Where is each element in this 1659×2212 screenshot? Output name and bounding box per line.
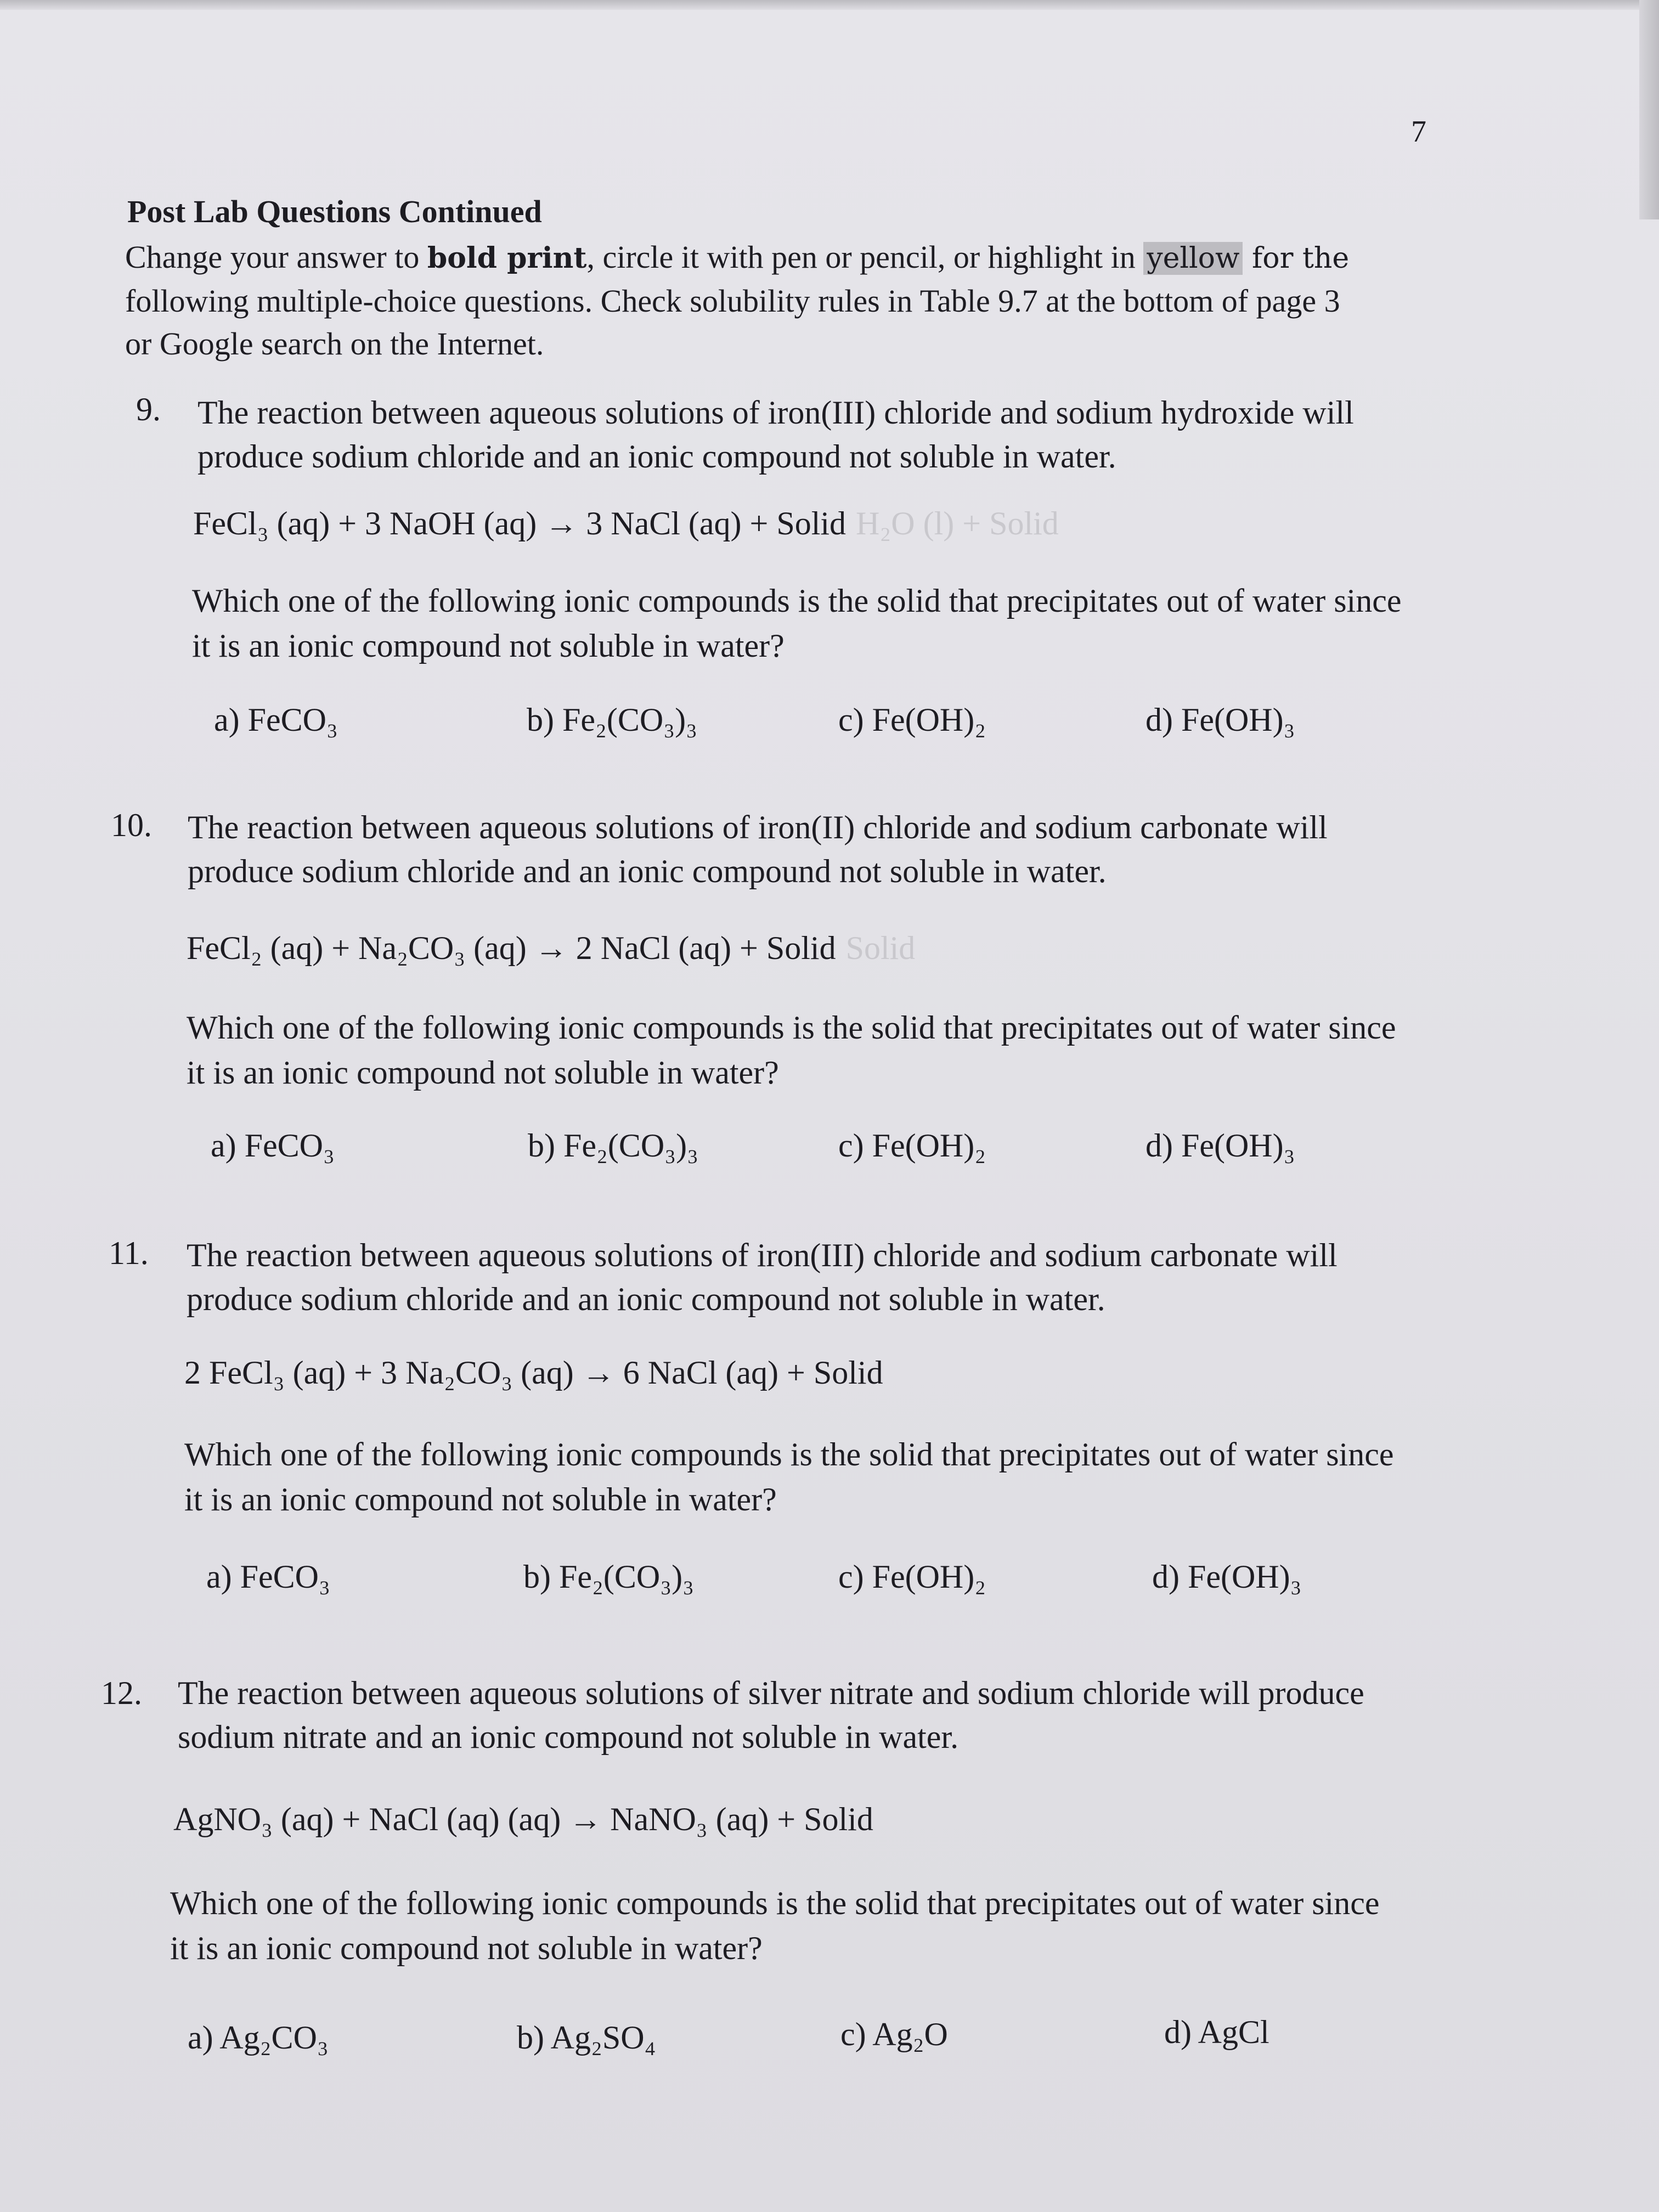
prompt-line-1: Which one of the following ionic compounds is the solid that precipitates out of water since bbox=[192, 583, 1402, 619]
choice-d[interactable]: d) Fe(OH)₃ bbox=[1152, 1559, 1302, 1595]
choice-b[interactable]: b) Fe₂(CO₃)₃ bbox=[528, 1127, 699, 1164]
prompt-line-2: it is an ionic compound not soluble in water? bbox=[192, 628, 785, 664]
prompt-line-2: it is an ionic compound not soluble in water? bbox=[170, 1930, 763, 1966]
question-number: 12. bbox=[101, 1675, 142, 1711]
choice-a[interactable]: a) FeCO₃ bbox=[206, 1559, 330, 1595]
question-text bbox=[187, 1233, 1338, 1321]
prompt-line-2: it is an ionic compound not soluble in water? bbox=[184, 1481, 777, 1517]
choice-d[interactable]: d) Fe(OH)₃ bbox=[1146, 1127, 1295, 1164]
prompt-line-1: Which one of the following ionic compounds is the solid that precipitates out of water since bbox=[187, 1009, 1396, 1046]
choice-d[interactable]: d) AgCl bbox=[1164, 2014, 1269, 2050]
question-number: 11. bbox=[109, 1235, 149, 1271]
question-number: 10. bbox=[111, 807, 152, 843]
question-text-line-1: The reaction between aqueous solutions of iron(III) chloride and sodium hydroxide will bbox=[198, 394, 1354, 431]
question-text bbox=[188, 805, 1328, 893]
instructions bbox=[125, 236, 1453, 365]
question-prompt bbox=[184, 1432, 1393, 1522]
prompt-line-2: it is an ionic compound not soluble in water? bbox=[187, 1054, 779, 1091]
choice-c[interactable]: c) Fe(OH)₂ bbox=[838, 1127, 986, 1164]
page-number: 7 bbox=[1411, 115, 1426, 149]
choice-b[interactable]: b) Fe₂(CO₃)₃ bbox=[523, 1559, 695, 1595]
reaction-equation bbox=[187, 929, 915, 967]
question-text-line-1: The reaction between aqueous solutions of iron(II) chloride and sodium carbonate will bbox=[188, 809, 1328, 845]
question-text-line-1: The reaction between aqueous solutions of iron(III) chloride and sodium carbonate will bbox=[187, 1237, 1338, 1273]
instructions-line-2: following multiple-choice questions. Check solubility rules in Table 9.7 at the bottom of page 3 bbox=[125, 283, 1340, 319]
yellow-highlight-text: yellow bbox=[1143, 242, 1243, 275]
erased-text: H₂O (l) + Solid bbox=[856, 505, 1059, 541]
prompt-line-1: Which one of the following ionic compounds is the solid that precipitates out of water since bbox=[184, 1436, 1394, 1472]
instructions-text-2: , circle it with pen or pencil, or highlight in bbox=[586, 239, 1144, 275]
question-text-line-2: sodium nitrate and an ionic compound not soluble in water. bbox=[178, 1719, 959, 1755]
reaction-equation bbox=[184, 1354, 893, 1392]
question-text-line-1: The reaction between aqueous solutions of silver nitrate and sodium chloride will produce bbox=[178, 1675, 1364, 1711]
question-prompt bbox=[187, 1005, 1396, 1095]
choice-b[interactable]: b) Ag₂SO₄ bbox=[517, 2019, 656, 2056]
question-text bbox=[198, 391, 1354, 478]
page-top-edge bbox=[0, 0, 1659, 10]
question-number: 9. bbox=[136, 391, 161, 427]
question-prompt bbox=[192, 578, 1401, 668]
equation-text: AgNO₃ (aq) + NaCl (aq) (aq) → NaNO₃ (aq) + Solid bbox=[173, 1801, 873, 1837]
reaction-equation bbox=[173, 1801, 883, 1838]
page-right-edge bbox=[1639, 0, 1659, 219]
equation-text: FeCl₂ (aq) + Na₂CO₃ (aq) → 2 NaCl (aq) + Solid bbox=[187, 930, 836, 966]
equation-text: FeCl₃ (aq) + 3 NaOH (aq) → 3 NaCl (aq) + Solid bbox=[193, 505, 847, 541]
choice-b[interactable]: b) Fe₂(CO₃)₃ bbox=[527, 702, 698, 738]
reaction-equation bbox=[193, 505, 1059, 543]
choice-c[interactable]: c) Fe(OH)₂ bbox=[838, 702, 986, 738]
instructions-text-3: for the bbox=[1243, 242, 1350, 275]
choice-a[interactable]: a) FeCO₃ bbox=[211, 1127, 335, 1164]
choice-a[interactable]: a) Ag₂CO₃ bbox=[188, 2019, 329, 2056]
question-text-line-2: produce sodium chloride and an ionic compound not soluble in water. bbox=[187, 1281, 1105, 1317]
prompt-line-1: Which one of the following ionic compounds is the solid that precipitates out of water since bbox=[170, 1885, 1380, 1921]
instructions-text-1: Change your answer to bbox=[125, 239, 427, 275]
instructions-line-1 bbox=[125, 236, 1453, 280]
section-heading: Post Lab Questions Continued bbox=[127, 194, 542, 229]
question-prompt bbox=[170, 1881, 1379, 1971]
instructions-line-3: or Google search on the Internet. bbox=[125, 326, 544, 362]
choice-c[interactable]: c) Fe(OH)₂ bbox=[838, 1559, 986, 1595]
choice-d[interactable]: d) Fe(OH)₃ bbox=[1146, 702, 1295, 738]
choice-c[interactable]: c) Ag₂O bbox=[840, 2016, 948, 2052]
equation-text: 2 FeCl₃ (aq) + 3 Na₂CO₃ (aq) → 6 NaCl (aq) + Solid bbox=[184, 1355, 883, 1391]
question-text-line-2: produce sodium chloride and an ionic compound not soluble in water. bbox=[188, 853, 1107, 889]
choice-a[interactable]: a) FeCO₃ bbox=[214, 702, 338, 738]
erased-text: Solid bbox=[845, 930, 916, 966]
question-text-line-2: produce sodium chloride and an ionic compound not soluble in water. bbox=[198, 438, 1116, 475]
question-text bbox=[178, 1671, 1364, 1759]
bold-print-text: bold print bbox=[427, 241, 587, 275]
